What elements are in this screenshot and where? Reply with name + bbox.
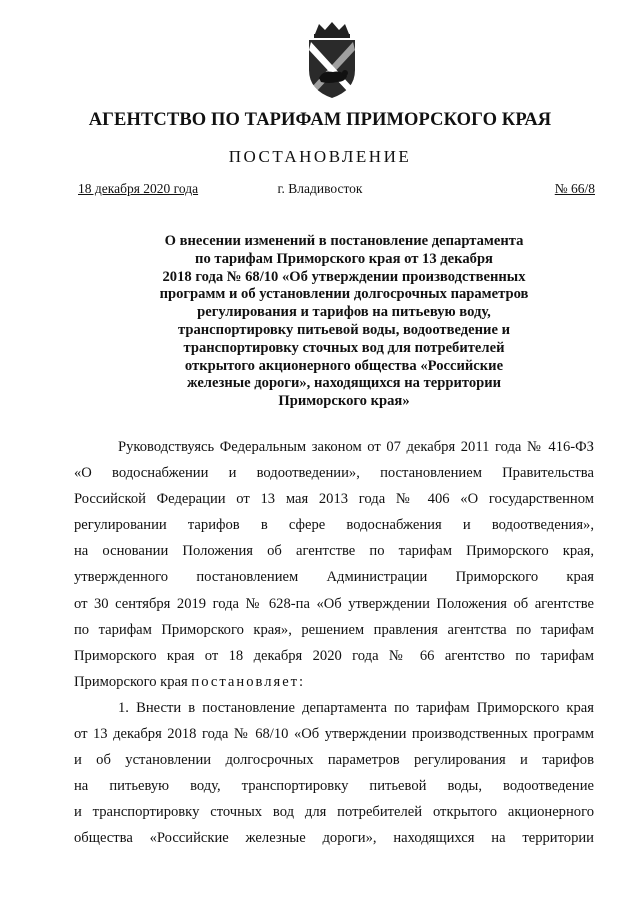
- body-line: Приморского края от 18 декабря 2020 года № 66 агентство по тарифам: [74, 647, 594, 664]
- body-line: от 30 сентября 2019 года № 628-па «Об утверждении Положения об агентстве: [74, 595, 594, 612]
- title-line: транспортировку питьевой воды, водоотведение и: [178, 321, 510, 338]
- body-line: утвержденного постановлением Администрации Приморского края: [74, 569, 594, 586]
- title-line: железные дороги», находящихся на территории: [186, 375, 502, 392]
- document-city: г. Владивосток: [277, 181, 363, 196]
- body-line: Руководствуясь Федеральным законом от 07 декабря 2011 года № 416-ФЗ: [118, 439, 594, 455]
- item-line: 1. Внести в постановление департамента по тарифам Приморского края: [118, 699, 594, 716]
- document-type: ПОСТАНОВЛЕНИЕ: [228, 147, 412, 166]
- document-number: № 66/8: [554, 181, 595, 196]
- item-line: общества «Российские железные дороги», находящихся на территории: [74, 830, 594, 847]
- title-line: программ и об установлении долгосрочных параметров: [159, 286, 529, 303]
- item-line: и об установлении долгосрочных параметров регулирования и тарифов: [74, 752, 594, 769]
- body-line: на основании Положения об агентстве по тарифам Приморского края,: [74, 543, 594, 560]
- item-line: и транспортировку сточных вод для потребителей открытого акционерного: [74, 804, 594, 821]
- body-line: по тарифам Приморского края», решением правления агентства по тарифам: [74, 621, 594, 638]
- item-line: от 13 декабря 2018 года № 68/10 «Об утверждении производственных программ: [74, 726, 594, 743]
- body-line: регулировании тарифов в сфере водоснабжения и водоотведения»,: [74, 517, 594, 534]
- title-line: по тарифам Приморского края от 13 декабря: [195, 250, 493, 267]
- title-line: регулирования и тарифов на питьевую воду,: [197, 304, 491, 321]
- agency-name: АГЕНТСТВО ПО ТАРИФАМ ПРИМОРСКОГО КРАЯ: [88, 110, 552, 130]
- item-line: на питьевую воду, транспортировку питьевой воды, водоотведение: [74, 778, 594, 795]
- coat-of-arms-icon: [301, 20, 363, 100]
- title-line: О внесении изменений в постановление департамента: [164, 233, 524, 249]
- document-body: [74, 434, 594, 852]
- document-date: 18 декабря 2020 года: [78, 181, 199, 196]
- title-line: транспортировку сточных вод для потребителей: [183, 339, 505, 356]
- title-line: 2018 года № 68/10 «Об утверждении производственных: [162, 268, 526, 285]
- document-title: [130, 233, 558, 411]
- decree-prefix: Приморского края: [74, 673, 192, 690]
- decree-word: постановляет:: [191, 673, 306, 690]
- title-line: Приморского края»: [278, 393, 410, 410]
- title-line: открытого акционерного общества «Российские: [184, 357, 504, 374]
- body-line-decree: [74, 669, 594, 695]
- body-line: Российской Федерации от 13 мая 2013 года № 406 «О государственном: [74, 491, 594, 508]
- body-line: «О водоснабжении и водоотведении», постановлением Правительства: [74, 465, 594, 482]
